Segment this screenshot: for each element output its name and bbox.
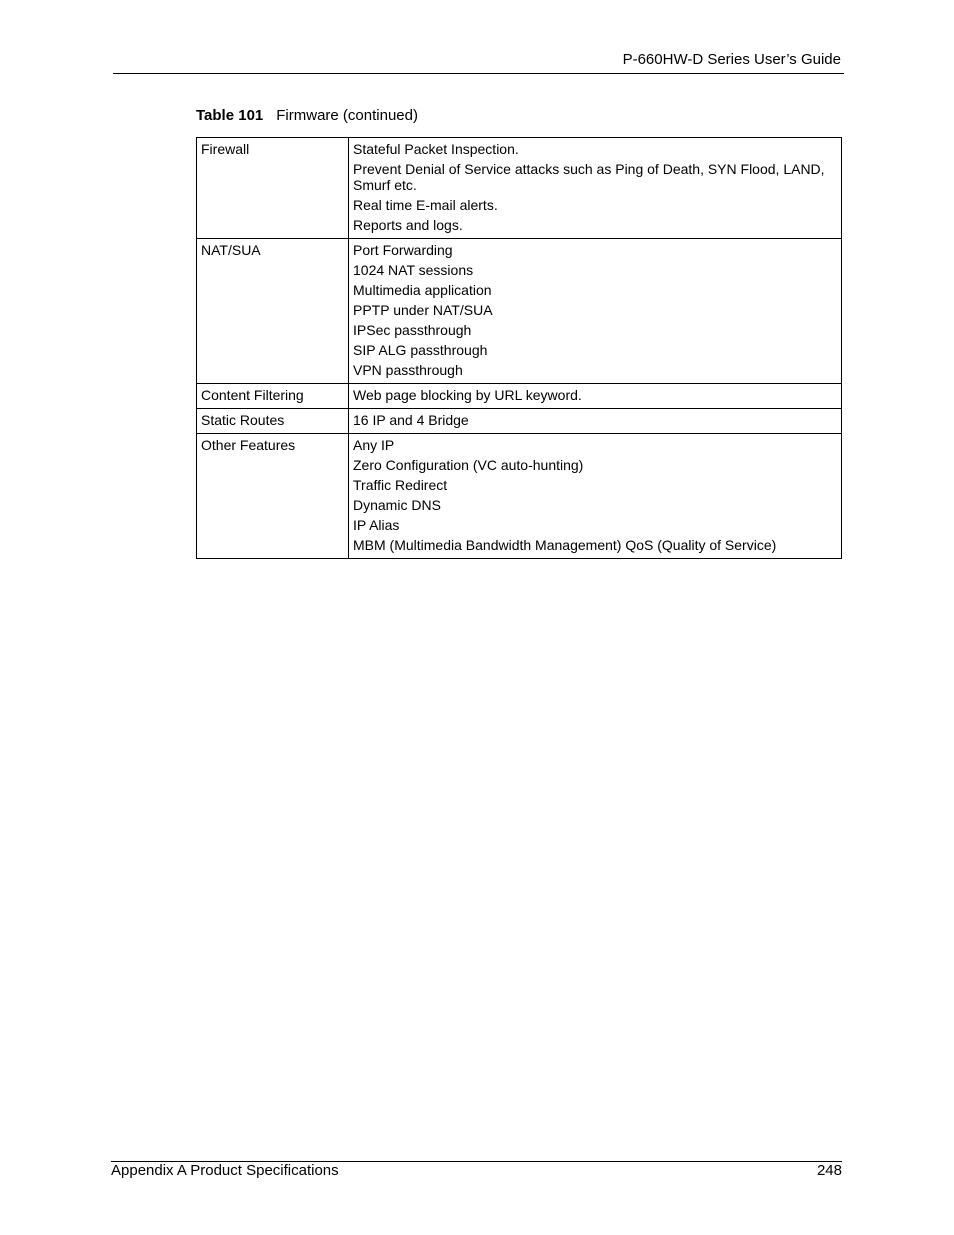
feature-value-item: MBM (Multimedia Bandwidth Management) QoS (Quality of Service) xyxy=(353,537,777,553)
table-row xyxy=(197,409,842,434)
feature-value-item: Multimedia application xyxy=(353,282,492,298)
feature-values-cell xyxy=(349,409,842,434)
feature-cell: Firewall xyxy=(197,138,349,239)
feature-cell: Content Filtering xyxy=(197,384,349,409)
feature-value-item: PPTP under NAT/SUA xyxy=(353,302,493,318)
feature-value-item: SIP ALG passthrough xyxy=(353,342,488,358)
feature-value-item: Reports and logs. xyxy=(353,217,463,233)
table-caption-number: Table 101 xyxy=(196,107,264,124)
footer-page-number: 248 xyxy=(816,1162,842,1179)
feature-value-item: Port Forwarding xyxy=(353,242,453,258)
feature-values-cell xyxy=(349,434,842,559)
feature-cell: NAT/SUA xyxy=(197,239,349,384)
feature-cell: Other Features xyxy=(197,434,349,559)
feature-values-cell xyxy=(349,138,842,239)
header-divider xyxy=(113,73,844,74)
table-row xyxy=(197,239,842,384)
feature-value-item: Real time E-mail alerts. xyxy=(353,197,498,213)
feature-value-item: Any IP xyxy=(353,437,395,453)
table-row xyxy=(197,384,842,409)
feature-values-cell xyxy=(349,384,842,409)
feature-value-item: 16 IP and 4 Bridge xyxy=(353,412,469,428)
feature-value-item: 1024 NAT sessions xyxy=(353,262,474,278)
feature-value-item: Dynamic DNS xyxy=(353,497,441,513)
page-header-title: P-660HW-D Series User’s Guide xyxy=(622,51,841,68)
firmware-spec-table xyxy=(196,137,842,559)
feature-value-item: VPN passthrough xyxy=(353,362,463,378)
footer-section-title: Appendix A Product Specifications xyxy=(111,1162,339,1179)
table-caption xyxy=(196,107,418,124)
feature-value-item: Web page blocking by URL keyword. xyxy=(353,387,582,403)
table-caption-title: Firmware (continued) xyxy=(276,107,418,124)
table-row xyxy=(197,434,842,559)
feature-value-item: IP Alias xyxy=(353,517,400,533)
feature-value-item: Stateful Packet Inspection. xyxy=(353,141,519,157)
feature-cell: Static Routes xyxy=(197,409,349,434)
feature-value-item: Zero Configuration (VC auto-hunting) xyxy=(353,457,584,473)
feature-values-cell xyxy=(349,239,842,384)
feature-value-item: Prevent Denial of Service attacks such as Ping of Death, SYN Flood, LAND, Smurf etc. xyxy=(353,161,825,193)
table-row xyxy=(197,138,842,239)
feature-value-item: Traffic Redirect xyxy=(353,477,448,493)
feature-value-item: IPSec passthrough xyxy=(353,322,472,338)
